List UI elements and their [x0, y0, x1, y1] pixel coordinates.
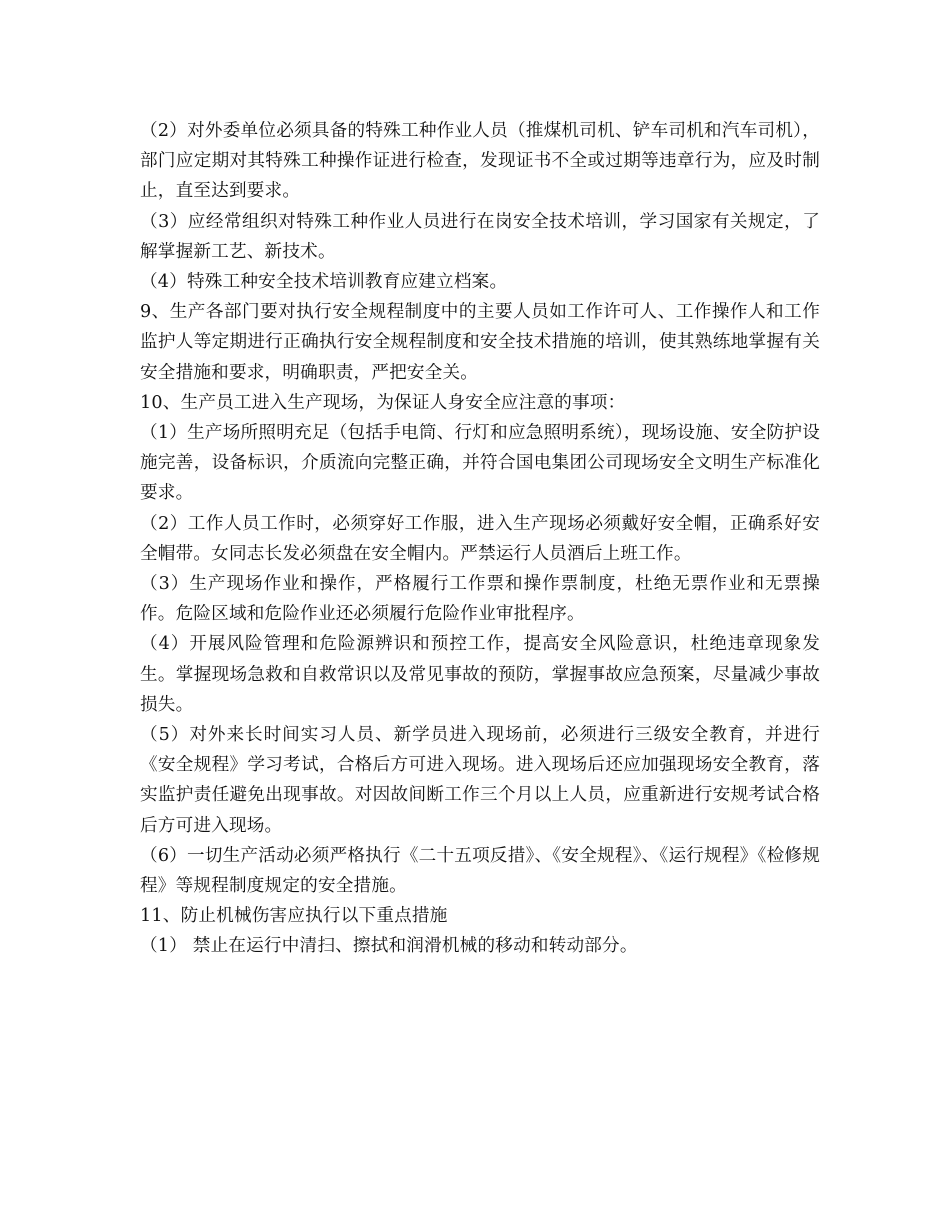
- paragraph-onsite-training: （3）应经常组织对特殊工种作业人员进行在岗安全技术培训，学习国家有关规定，了解掌握新工艺、新技术。: [140, 211, 820, 262]
- paragraph-work-tickets: （3）生产现场作业和操作，严格履行工作票和操作票制度，杜绝无票作业和无票操作。危险区域和危险作业还必须履行危险作业审批程序。: [140, 574, 820, 625]
- paragraph-training-archive: （4）特殊工种安全技术培训教育应建立档案。: [140, 272, 508, 293]
- paragraph-item-11-heading: 11、防止机械伤害应执行以下重点措施: [140, 906, 448, 927]
- document-body: [140, 116, 820, 962]
- paragraph-regulations-compliance: （6）一切生产活动必须严格执行《二十五项反措》、《安全规程》、《运行规程》《检修规程》等规程制度规定的安全措施。: [140, 845, 820, 897]
- paragraph-risk-management: （4）开展风险管理和危险源辨识和预控工作，提高安全风险意识，杜绝违章现象发生。掌握现场急救和自救常识以及常见事故的预防，掌握事故应急预案，尽量减少事故损失。: [140, 634, 820, 715]
- paragraph-trainee-safety-education: （5）对外来长时间实习人员、新学员进入现场前，必须进行三级安全教育，并进行《安全规程》学习考试，合格后方可进入现场。进入现场后还应加强现场安全教育，落实监护责任避免出现事故。对因故间断工作三个月以上人员，应重新进行安规考试合格后方可进入现场。: [140, 725, 820, 836]
- paragraph-item-9: 9、生产各部门要对执行安全规程制度中的主要人员如工作许可人、工作操作人和工作监护人等定期进行正确执行安全规程制度和安全技术措施的培训，使其熟练地掌握有关安全措施和要求，明确职责，严把安全关。: [140, 302, 820, 383]
- paragraph-item-10-heading: 10、生产员工进入生产现场，为保证人身安全应注意的事项：: [140, 392, 626, 413]
- paragraph-work-clothes-helmet: （2）工作人员工作时，必须穿好工作服，进入生产现场必须戴好安全帽，正确系好安全帽带。女同志长发必须盘在安全帽内。严禁运行人员酒后上班工作。: [140, 513, 820, 564]
- paragraph-machinery-cleaning: （1） 禁止在运行中清扫、擦拭和润滑机械的移动和转动部分。: [140, 936, 638, 957]
- paragraph-special-workers-certificates: （2）对外委单位必须具备的特殊工种作业人员（推煤机司机、铲车司机和汽车司机），部门应定期对其特殊工种操作证进行检查，发现证书不全或过期等违章行为，应及时制止，直至达到要求。: [140, 121, 820, 202]
- paragraph-lighting-facilities: （1）生产场所照明充足（包括手电筒、行灯和应急照明系统），现场设施、安全防护设施完善，设备标识，介质流向完整正确，并符合国电集团公司现场安全文明生产标准化要求。: [140, 423, 820, 504]
